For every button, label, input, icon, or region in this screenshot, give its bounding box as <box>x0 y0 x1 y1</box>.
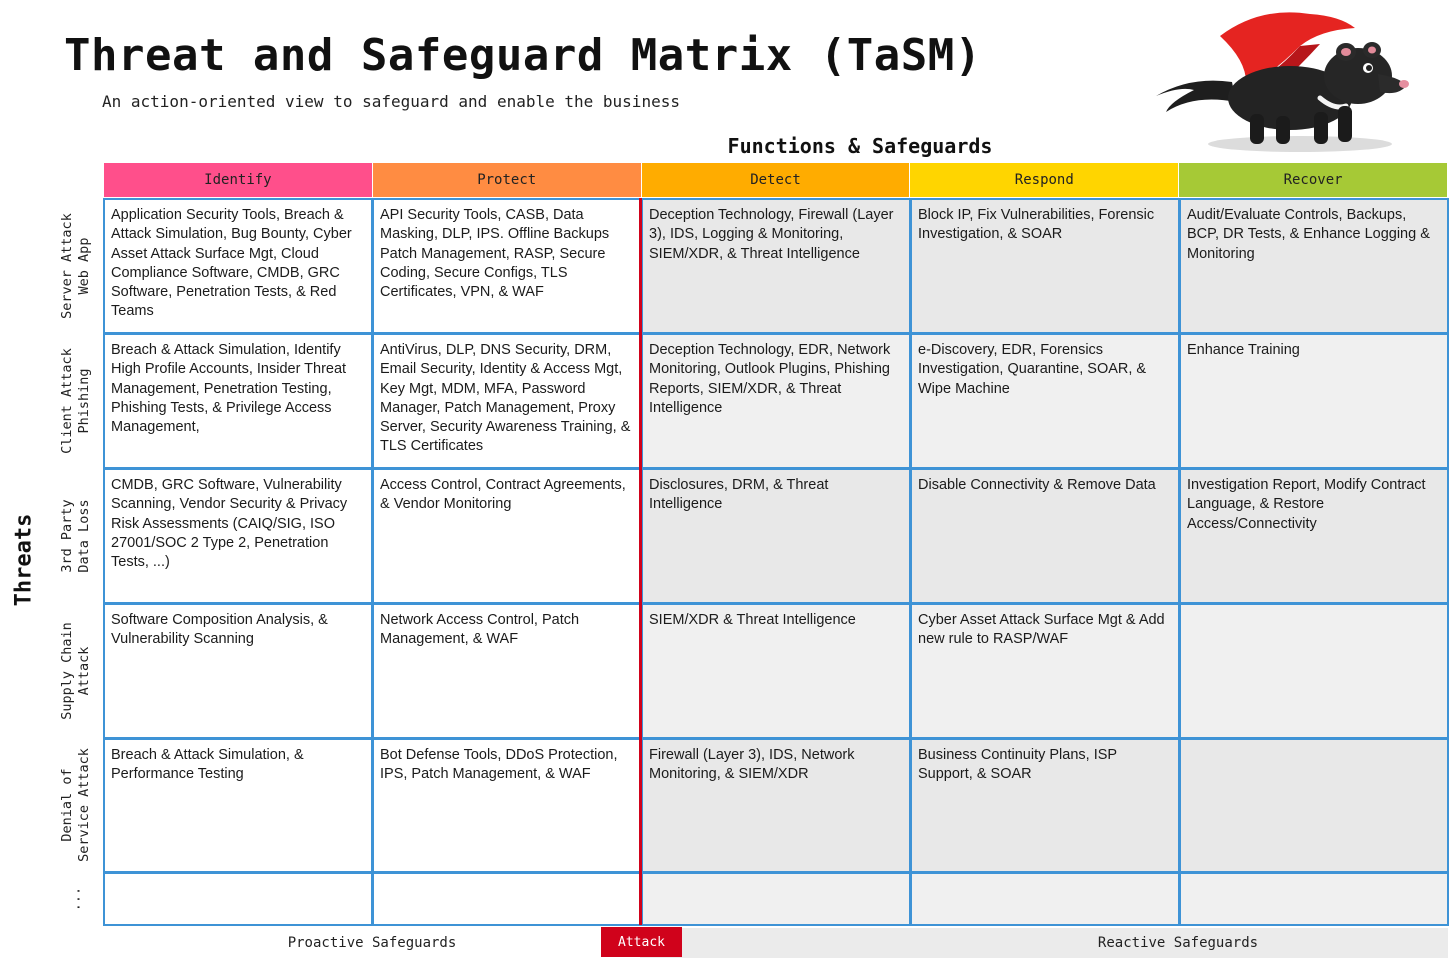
matrix-cell-recover: Audit/Evaluate Controls, Backups, BCP, DR Tests, & Enhance Logging & Monitoring <box>1179 198 1449 334</box>
matrix-cell-recover: Enhance Training <box>1179 333 1449 469</box>
threats-heading: Threats <box>11 513 37 607</box>
column-header-identify: Identify <box>104 163 373 197</box>
matrix-cell-detect: Firewall (Layer 3), IDS, Network Monitoring, & SIEM/XDR <box>641 738 911 873</box>
column-header-detect: Detect <box>642 163 911 197</box>
safeguard-matrix-grid <box>103 198 1448 925</box>
threat-row-label: Client Attack Phishing <box>59 347 92 454</box>
tasmanian-devil-superhero-icon <box>1150 6 1410 158</box>
matrix-cell-recover <box>1179 738 1449 873</box>
matrix-cell-respond: Disable Connectivity & Remove Data <box>910 468 1180 604</box>
column-header-protect: Protect <box>373 163 642 197</box>
page-title: Threat and Safeguard Matrix (TaSM) <box>64 30 982 81</box>
function-column-headers <box>104 163 1448 197</box>
matrix-cell-detect <box>641 872 911 926</box>
matrix-cell-identify <box>103 872 373 926</box>
reactive-safeguards-bar <box>640 928 1448 958</box>
threat-row-label: Denial of Service Attack <box>59 748 92 862</box>
matrix-cell-protect: Bot Defense Tools, DDoS Protection, IPS, Patch Management, & WAF <box>372 738 642 873</box>
matrix-cell-identify: Breach & Attack Simulation, & Performance Testing <box>103 738 373 873</box>
matrix-cell-detect: Deception Technology, Firewall (Layer 3), IDS, Logging & Monitoring, SIEM/XDR, & Threat Intelligence <box>641 198 911 334</box>
threat-row-label: Server Attack Web App <box>59 212 92 319</box>
matrix-cell-recover: Investigation Report, Modify Contract Language, & Restore Access/Connectivity <box>1179 468 1449 604</box>
matrix-cell-protect: AntiVirus, DLP, DNS Security, DRM, Email Security, Identity & Access Mgt, Key Mgt, MDM, MFA, Password Manager, Patch Management, Proxy Server, Security Awareness Training, & TLS Certificates <box>372 333 642 469</box>
matrix-cell-recover <box>1179 872 1449 926</box>
matrix-cell-identify: Breach & Attack Simulation, Identify High Profile Accounts, Insider Threat Management, Penetration Testing, Phishing Tests, & Privilege Access Management, <box>103 333 373 469</box>
functions-safeguards-heading: Functions & Safeguards <box>727 134 993 158</box>
reactive-safeguards-label: Reactive Safeguards <box>1097 935 1259 951</box>
matrix-cell-detect: Deception Technology, EDR, Network Monitoring, Outlook Plugins, Phishing Reports, SIEM/XDR, & Threat Intelligence <box>641 333 911 469</box>
matrix-cell-protect <box>372 872 642 926</box>
matrix-cell-respond: Block IP, Fix Vulnerabilities, Forensic Investigation, & SOAR <box>910 198 1180 334</box>
proactive-safeguards-label: Proactive Safeguards <box>287 935 457 951</box>
column-header-respond: Respond <box>910 163 1179 197</box>
matrix-cell-identify: Application Security Tools, Breach & Attack Simulation, Bug Bounty, Cyber Asset Attack Surface Mgt, Cloud Compliance Software, CMDB, GRC Software, Penetration Tests, & Red Teams <box>103 198 373 334</box>
attack-divider-line <box>639 198 642 925</box>
matrix-cell-detect: Disclosures, DRM, & Threat Intelligence <box>641 468 911 604</box>
matrix-cell-respond: Cyber Asset Attack Surface Mgt & Add new rule to RASP/WAF <box>910 603 1180 739</box>
matrix-cell-identify: CMDB, GRC Software, Vulnerability Scanning, Vendor Security & Privacy Risk Assessments (CAIQ/SIG, ISO 27001/SOC 2 Type 2, Penetration Tests, ...) <box>103 468 373 604</box>
matrix-cell-detect: SIEM/XDR & Threat Intelligence <box>641 603 911 739</box>
matrix-cell-respond <box>910 872 1180 926</box>
page-subtitle: An action-oriented view to safeguard and enable the business <box>102 92 680 111</box>
threat-row-label: ... <box>67 886 84 911</box>
matrix-cell-protect: Network Access Control, Patch Management, & WAF <box>372 603 642 739</box>
matrix-cell-protect: API Security Tools, CASB, Data Masking, DLP, IPS. Offline Backups Patch Management, RASP, Secure Coding, Secure Configs, TLS Certificates, VPN, & WAF <box>372 198 642 334</box>
matrix-cell-recover <box>1179 603 1449 739</box>
attack-badge: Attack <box>601 927 682 957</box>
matrix-cell-protect: Access Control, Contract Agreements, & Vendor Monitoring <box>372 468 642 604</box>
column-header-recover: Recover <box>1179 163 1448 197</box>
threat-row-label: 3rd Party Data Loss <box>59 498 92 573</box>
threat-row-label: Supply Chain Attack <box>59 621 92 720</box>
matrix-cell-respond: Business Continuity Plans, ISP Support, & SOAR <box>910 738 1180 873</box>
matrix-cell-respond: e-Discovery, EDR, Forensics Investigation, Quarantine, SOAR, & Wipe Machine <box>910 333 1180 469</box>
matrix-cell-identify: Software Composition Analysis, & Vulnerability Scanning <box>103 603 373 739</box>
